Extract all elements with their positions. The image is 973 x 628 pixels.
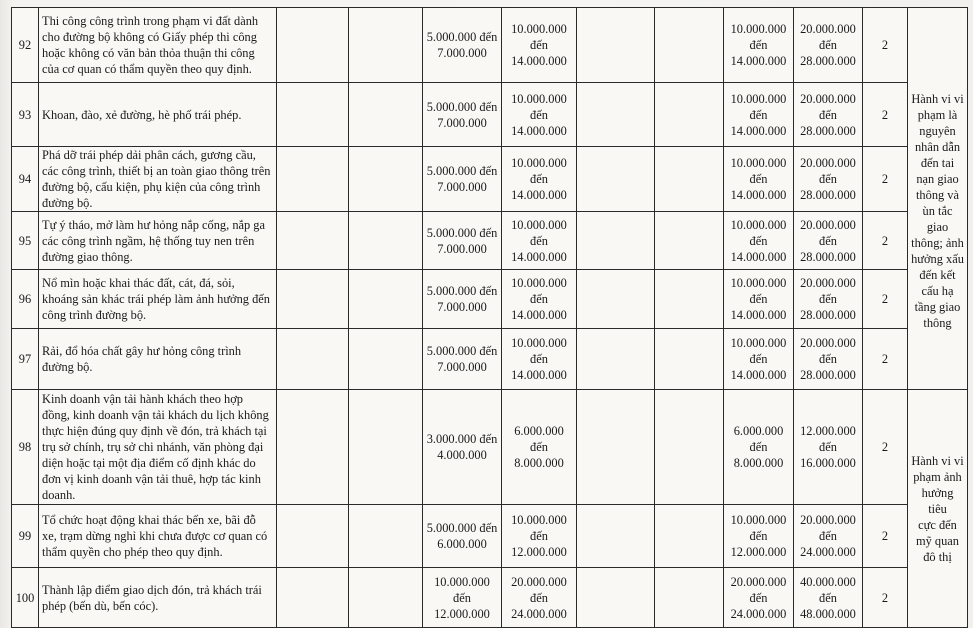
violation-description: Kinh doanh vận tải hành khách theo hợp đồng, kinh doanh vận tải khách du lịch không thực hiện đúng quy định về đón, trả khách tại trụ sở chính, trụ sở chi nhánh, văn phòng đại diện hoặc tại một địa điểm cố định khác do đơn vị kinh doanh vận tải thuê, hợp tác kinh doanh. — [39, 390, 277, 505]
row-number: 92 — [12, 8, 39, 83]
fine-range-a: 5.000.000 đến 7.000.000 — [423, 147, 502, 212]
fine-range-c: 10.000.000 đến 14.000.000 — [724, 329, 794, 390]
empty-cell — [655, 212, 724, 270]
empty-cell — [349, 8, 423, 83]
table-row — [12, 147, 968, 212]
violation-description: Thi công công trình trong phạm vi đất dành cho đường bộ không có Giấy phép thi công hoặc không có văn bản thỏa thuận thi công của cơ quan có thẩm quyền theo quy định. — [39, 8, 277, 83]
table-row — [12, 329, 968, 390]
table-row — [12, 8, 968, 83]
license-points: 2 — [863, 147, 908, 212]
row-number: 97 — [12, 329, 39, 390]
violation-description: Khoan, đào, xẻ đường, hè phố trái phép. — [39, 83, 277, 147]
empty-cell — [577, 505, 655, 568]
empty-cell — [277, 212, 349, 270]
table-row — [12, 390, 968, 505]
empty-cell — [655, 568, 724, 628]
fine-range-a: 5.000.000 đến 6.000.000 — [423, 505, 502, 568]
table-row — [12, 270, 968, 329]
empty-cell — [277, 568, 349, 628]
table-row — [12, 212, 968, 270]
fine-range-d: 20.000.000 đến 28.000.000 — [794, 8, 863, 83]
empty-cell — [577, 83, 655, 147]
violation-description: Nổ mìn hoặc khai thác đất, cát, đá, sỏi, khoáng sản khác trái phép làm ảnh hưởng đến công trình đường bộ. — [39, 270, 277, 329]
empty-cell — [655, 390, 724, 505]
fine-range-c: 20.000.000 đến 24.000.000 — [724, 568, 794, 628]
fine-range-b: 10.000.000 đến 14.000.000 — [502, 147, 577, 212]
fine-range-a: 5.000.000 đến 7.000.000 — [423, 329, 502, 390]
license-points: 2 — [863, 505, 908, 568]
fine-range-b: 10.000.000 đến 12.000.000 — [502, 505, 577, 568]
empty-cell — [277, 270, 349, 329]
fine-range-d: 20.000.000 đến 28.000.000 — [794, 147, 863, 212]
fine-range-c: 10.000.000 đến 14.000.000 — [724, 8, 794, 83]
empty-cell — [577, 212, 655, 270]
fine-range-d: 20.000.000 đến 24.000.000 — [794, 505, 863, 568]
empty-cell — [277, 390, 349, 505]
fine-range-c: 10.000.000 đến 14.000.000 — [724, 270, 794, 329]
row-number: 96 — [12, 270, 39, 329]
license-points: 2 — [863, 329, 908, 390]
row-number: 100 — [12, 568, 39, 628]
fine-range-a: 5.000.000 đến 7.000.000 — [423, 212, 502, 270]
empty-cell — [655, 329, 724, 390]
empty-cell — [577, 270, 655, 329]
row-number: 98 — [12, 390, 39, 505]
empty-cell — [349, 568, 423, 628]
note-group-infrastructure: Hành vi vi phạm là nguyên nhân dẫn đến tai nạn giao thông và ùn tắc giao thông; ảnh hưởng xấu đến kết cấu hạ tầng giao thông — [908, 8, 968, 390]
license-points: 2 — [863, 212, 908, 270]
note-group-urban-aesthetics: Hành vi vi phạm ảnh hưởng tiêu cực đến mỹ quan đô thị — [908, 390, 968, 628]
empty-cell — [349, 147, 423, 212]
empty-cell — [277, 147, 349, 212]
fine-table — [11, 7, 968, 628]
fine-range-c: 10.000.000 đến 14.000.000 — [724, 147, 794, 212]
empty-cell — [349, 505, 423, 568]
empty-cell — [349, 390, 423, 505]
fine-range-c: 10.000.000 đến 12.000.000 — [724, 505, 794, 568]
violation-description: Tổ chức hoạt động khai thác bến xe, bãi đỗ xe, trạm dừng nghỉ khi chưa được cơ quan có thẩm quyền cho phép theo quy định. — [39, 505, 277, 568]
empty-cell — [349, 329, 423, 390]
fine-range-b: 10.000.000 đến 14.000.000 — [502, 83, 577, 147]
empty-cell — [577, 147, 655, 212]
fine-range-b: 10.000.000 đến 14.000.000 — [502, 329, 577, 390]
fine-range-b: 6.000.000 đến 8.000.000 — [502, 390, 577, 505]
empty-cell — [349, 270, 423, 329]
empty-cell — [577, 329, 655, 390]
table-row — [12, 83, 968, 147]
fine-range-b: 10.000.000 đến 14.000.000 — [502, 8, 577, 83]
empty-cell — [277, 83, 349, 147]
empty-cell — [655, 83, 724, 147]
license-points: 2 — [863, 83, 908, 147]
violation-description: Thành lập điểm giao dịch đón, trả khách trái phép (bến dù, bến cóc). — [39, 568, 277, 628]
empty-cell — [577, 8, 655, 83]
fine-range-d: 12.000.000 đến 16.000.000 — [794, 390, 863, 505]
fine-range-d: 40.000.000 đến 48.000.000 — [794, 568, 863, 628]
fine-range-a: 5.000.000 đến 7.000.000 — [423, 83, 502, 147]
violation-description: Tự ý tháo, mở làm hư hỏng nắp cống, nắp ga các công trình ngầm, hệ thống tuy nen trên đường giao thông. — [39, 212, 277, 270]
fine-range-d: 20.000.000 đến 28.000.000 — [794, 270, 863, 329]
fine-range-a: 10.000.000 đến 12.000.000 — [423, 568, 502, 628]
table-row — [12, 568, 968, 628]
row-number: 94 — [12, 147, 39, 212]
empty-cell — [277, 8, 349, 83]
fine-range-d: 20.000.000 đến 28.000.000 — [794, 329, 863, 390]
row-number: 99 — [12, 505, 39, 568]
fine-range-c: 10.000.000 đến 14.000.000 — [724, 83, 794, 147]
fine-range-c: 10.000.000 đến 14.000.000 — [724, 212, 794, 270]
fine-range-d: 20.000.000 đến 28.000.000 — [794, 212, 863, 270]
empty-cell — [277, 505, 349, 568]
row-number: 95 — [12, 212, 39, 270]
empty-cell — [655, 505, 724, 568]
empty-cell — [655, 270, 724, 329]
empty-cell — [577, 568, 655, 628]
license-points: 2 — [863, 568, 908, 628]
license-points: 2 — [863, 8, 908, 83]
fine-range-b: 10.000.000 đến 14.000.000 — [502, 212, 577, 270]
fine-range-a: 5.000.000 đến 7.000.000 — [423, 8, 502, 83]
fine-range-a: 3.000.000 đến 4.000.000 — [423, 390, 502, 505]
violation-description: Phá dỡ trái phép dải phân cách, gương cầu, các công trình, thiết bị an toàn giao thông trên đường bộ, cấu kiện, phụ kiện của công trình đường bộ. — [39, 147, 277, 212]
license-points: 2 — [863, 270, 908, 329]
empty-cell — [349, 212, 423, 270]
fine-range-d: 20.000.000 đến 28.000.000 — [794, 83, 863, 147]
violation-description: Rải, đổ hóa chất gây hư hỏng công trình đường bộ. — [39, 329, 277, 390]
empty-cell — [577, 390, 655, 505]
empty-cell — [655, 147, 724, 212]
empty-cell — [349, 83, 423, 147]
row-number: 93 — [12, 83, 39, 147]
table-row — [12, 505, 968, 568]
fine-range-a: 5.000.000 đến 7.000.000 — [423, 270, 502, 329]
license-points: 2 — [863, 390, 908, 505]
empty-cell — [277, 329, 349, 390]
empty-cell — [655, 8, 724, 83]
fine-range-b: 10.000.000 đến 14.000.000 — [502, 270, 577, 329]
fine-range-b: 20.000.000 đến 24.000.000 — [502, 568, 577, 628]
fine-range-c: 6.000.000 đến 8.000.000 — [724, 390, 794, 505]
